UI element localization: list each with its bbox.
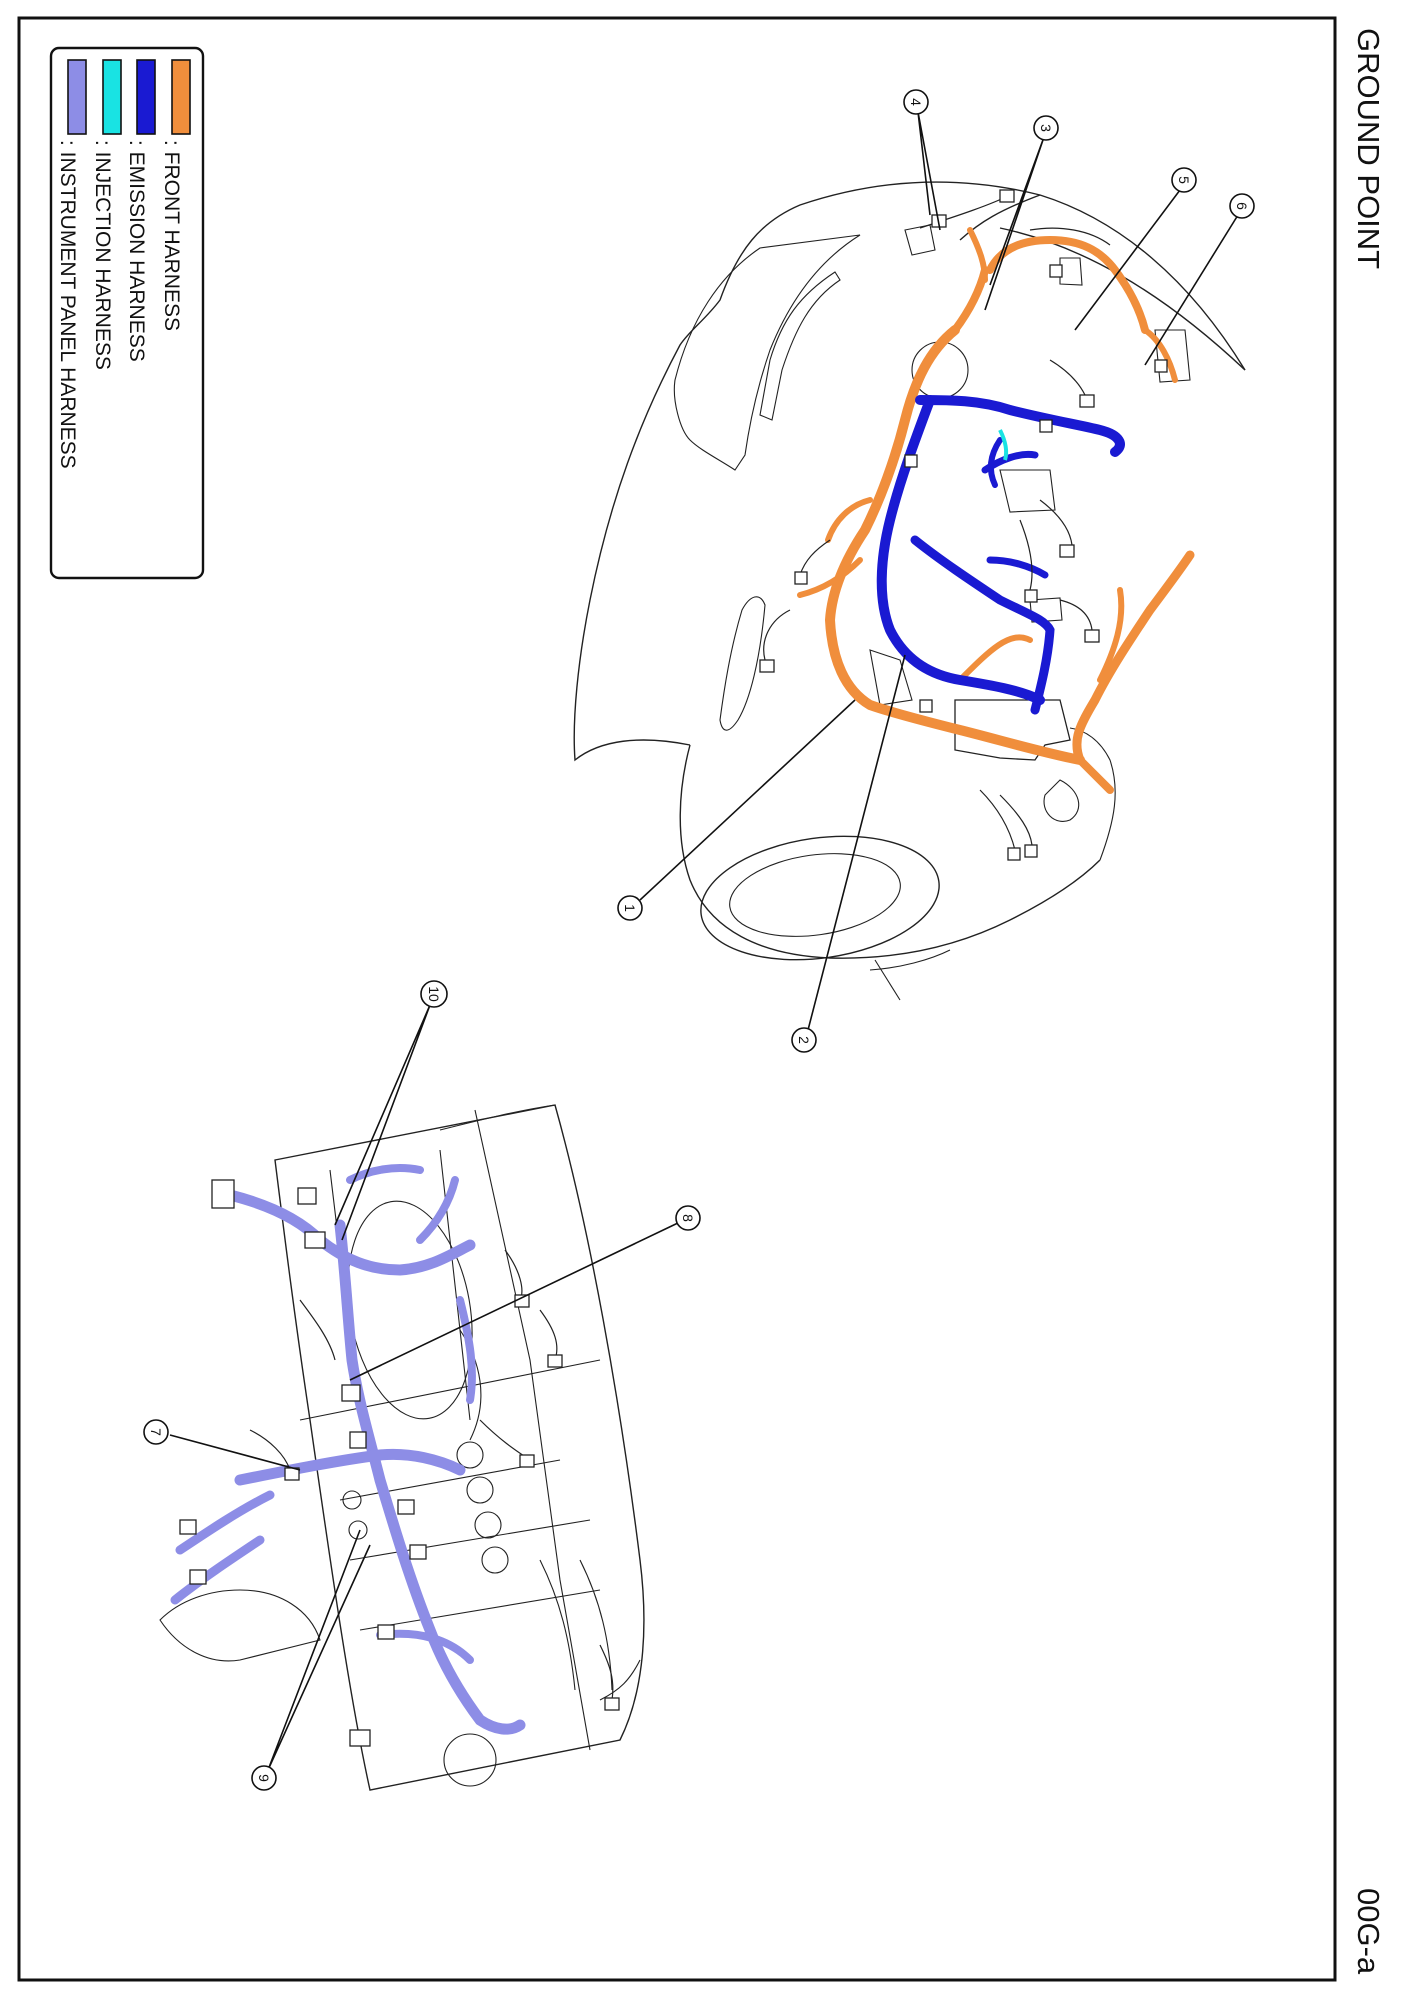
callout-7-label: 7 [148,1428,164,1436]
legend-label-front: : FRONT HARNESS [160,140,183,331]
legend-label-injection: : INJECTION HARNESS [91,140,114,370]
callout-5 [1172,168,1196,192]
callout-9-label: 9 [256,1774,272,1782]
legend-label-emission: : EMISSION HARNESS [125,140,148,362]
callout-6-label: 6 [1234,202,1250,210]
callout-9 [252,1766,276,1790]
instrument-panel-drawing [160,1105,644,1790]
callout-3 [1034,116,1058,140]
page-code: 00G-a [1351,1888,1386,1975]
callout-2 [792,1028,816,1052]
legend-swatch-injection [103,60,121,134]
callout-4-label: 4 [908,98,924,106]
legend [51,48,203,578]
callout-3-label: 3 [1038,124,1054,132]
legend-swatch-front [172,60,190,134]
callout-5-label: 5 [1176,176,1192,184]
legend-swatch-emission [137,60,155,134]
callout-2-label: 2 [796,1036,812,1044]
callout-1-label: 1 [622,904,638,912]
page-title: GROUND POINT [1351,28,1386,270]
callout-10 [421,981,447,1007]
callout-4 [904,90,928,114]
engine-compartment-drawing [574,182,1245,1000]
legend-label-instrument-panel: : INSTRUMENT PANEL HARNESS [56,140,79,469]
engine-connectors [760,190,1167,860]
emission-harness-wires [882,400,1120,710]
callouts [144,90,1254,1790]
instrument-panel-harness-wires [175,1168,520,1729]
callout-8 [676,1206,700,1230]
injection-harness-wires [1000,430,1006,460]
callout-1 [618,896,642,920]
callout-8-label: 8 [680,1214,696,1222]
callout-10-label: 10 [426,986,442,1002]
callout-6 [1230,194,1254,218]
callout-7 [144,1420,168,1444]
legend-swatch-instrument-panel [68,60,86,134]
